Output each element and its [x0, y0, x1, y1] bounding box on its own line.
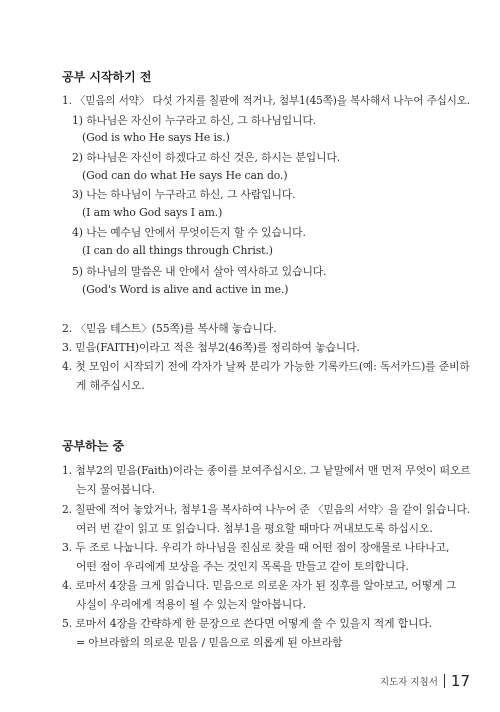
instruction-line: 2. 〈믿음 테스트〉(55쪽)를 복사해 놓습니다. [62, 322, 277, 335]
page-number: 17 [450, 672, 470, 690]
footer-divider [444, 674, 445, 688]
instruction-line: 4. 첫 모임이 시작되기 전에 각자가 날짜 분리가 가능한 기록카드(예: 독서카드)를 준비하 [62, 360, 470, 373]
instruction-line: 3. 두 조로 나눕니다. 우리가 하나님을 진심로 찾을 때 어떤 점이 장애물로 나타나고, [62, 541, 450, 554]
pledge-translation: (God's Word is alive and active in me.) [82, 283, 289, 296]
section-heading-during-study: 공부하는 중 [62, 439, 125, 453]
instruction-line: 1. 〈믿음의 서약〉 다섯 가지를 칠판에 적거나, 첨부1(45쪽)을 복사해서 나누어 주십시오. [62, 94, 471, 107]
pledge-translation: (I am who God says I am.) [82, 206, 223, 219]
instruction-line-continued: 어떤 점이 우리에게 보상을 주는 것인지 목록을 만들고 같이 토의합니다. [76, 560, 409, 573]
pledge-translation: (I can do all things through Christ.) [82, 244, 273, 257]
pledge-item: 4) 나는 예수님 안에서 무엇이든지 할 수 있습니다. [72, 226, 306, 239]
instruction-line: 3. 믿음(FAITH)이라고 적은 첨부2(46쪽)를 정리하여 놓습니다. [62, 341, 360, 354]
instruction-line: 2. 칠판에 적어 놓았거나, 첨부1을 복사하여 나누어 준 〈믿음의 서약〉을 같이 읽습니다. [62, 503, 471, 516]
pledge-item: 5) 하나님의 말씀은 내 안에서 살아 역사하고 있습니다. [72, 265, 327, 278]
pledge-item: 2) 하나님은 자신이 하겠다고 하신 것은, 하시는 분입니다. [72, 151, 341, 164]
page-footer [380, 672, 470, 690]
footer-label: 지도자 지침서 [379, 677, 438, 688]
pledge-item: 1) 하나님은 자신이 누구라고 하신, 그 하나님입니다. [72, 114, 317, 127]
pledge-translation: (God can do what He says He can do.) [82, 169, 288, 182]
instruction-line-continued: 게 해주십시오. [76, 379, 145, 392]
instruction-line: 1. 첨부2의 믿음(Faith)이라는 종이를 보여주십시오. 그 낱말에서 맨 먼저 무엇이 떠오르 [62, 464, 471, 477]
section-heading-before-study: 공부 시작하기 전 [62, 70, 152, 84]
pledge-translation: (God is who He says He is.) [82, 131, 230, 144]
instruction-line-continued: 사실이 우리에게 적용이 될 수 있는지 알아봅니다. [76, 598, 306, 611]
answer-line: = 아브라함의 의로운 믿음 / 믿음으로 의롭게 된 아브라함 [76, 636, 343, 649]
instruction-line: 4. 로마서 4장을 크게 읽습니다. 믿음으로 의로운 자가 된 징후를 알아보고, 어떻게 그 [62, 579, 457, 592]
pledge-item: 3) 나는 하나님이 누구라고 하신, 그 사람입니다. [72, 188, 296, 201]
instruction-line: 5. 로마서 4장을 간략하게 한 문장으로 쓴다면 어떻게 쓸 수 있을지 적게 합니다. [62, 617, 433, 630]
instruction-line-continued: 는지 물어봅니다. [76, 483, 155, 496]
instruction-line-continued: 여러 번 같이 읽고 또 읽습니다. 첨부1을 평요할 때마다 꺼내보도록 하십시오. [76, 522, 433, 535]
